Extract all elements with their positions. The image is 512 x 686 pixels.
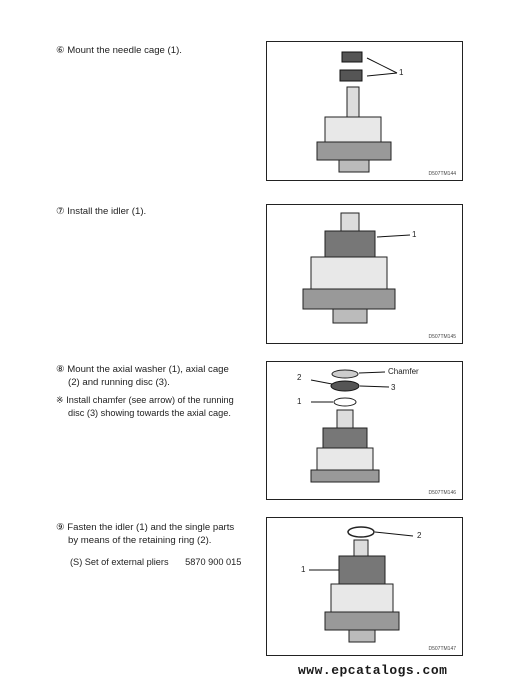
step-8-line-2: (2) and running disc (3). [68, 377, 170, 388]
step-9-line-1: ⑨ Fasten the idler (1) and the single parts [56, 522, 235, 533]
callout-3: 3 [391, 383, 396, 392]
figure-needle-cage [266, 41, 463, 181]
idler-illustration [267, 205, 462, 343]
figure-code: D507TM145 [428, 334, 456, 340]
step-9-text [56, 521, 256, 547]
tool-line [70, 557, 241, 567]
step-9-line-2: by means of the retaining ring (2). [68, 535, 212, 546]
figure-retaining-ring [266, 517, 463, 656]
step-8-text [56, 363, 256, 389]
step-7-text [56, 205, 256, 218]
axial-washer-illustration [267, 362, 462, 499]
retaining-ring-illustration [267, 518, 462, 655]
step-8-note [56, 394, 256, 419]
step-7-line: ⑦ Install the idler (1). [56, 206, 147, 217]
callout-1: 1 [297, 397, 302, 406]
tool-code: 5870 900 015 [185, 557, 242, 567]
figure-code: D507TM147 [428, 646, 456, 652]
figure-code: D507TM144 [428, 171, 456, 177]
callout-2: 2 [297, 373, 302, 382]
callout-1: 1 [301, 565, 306, 574]
note-line-1: ※ Install chamfer (see arrow) of the running [56, 395, 234, 405]
step-8-line-1: ⑧ Mount the axial washer (1), axial cage [56, 364, 229, 375]
step-6-line: ⑥ Mount the needle cage (1). [56, 45, 182, 56]
callout-chamfer: Chamfer [388, 367, 419, 376]
figure-idler [266, 204, 463, 344]
step-6-text [56, 44, 256, 57]
needle-cage-illustration [267, 42, 462, 180]
callout-1: 1 [412, 230, 417, 239]
callout-1: 1 [399, 68, 404, 77]
tool-label: (S) Set of external pliers [70, 557, 169, 567]
figure-code: D507TM146 [428, 490, 456, 496]
figure-axial-washer [266, 361, 463, 500]
footer-watermark-url[interactable]: www.epcatalogs.com [298, 663, 448, 678]
callout-2: 2 [417, 531, 422, 540]
note-line-2: disc (3) showing towards the axial cage. [68, 407, 231, 418]
